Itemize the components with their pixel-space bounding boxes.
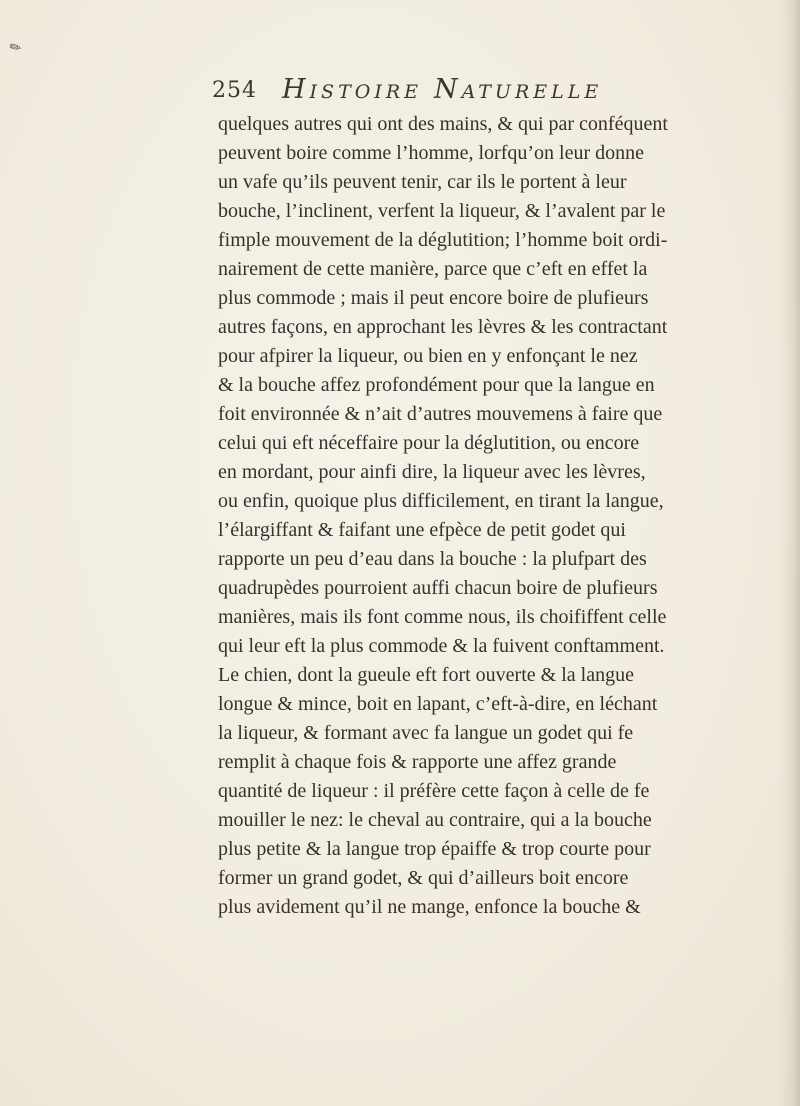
text-line: plus commode ; mais il peut encore boire de plufieurs — [218, 287, 649, 309]
corner-mark-icon: ✎ — [6, 38, 25, 58]
text-line: l’élargiffant & faifant une efpèce de petit godet qui — [218, 519, 626, 541]
page-edge-shadow — [778, 0, 800, 1106]
text-line: Le chien, dont la gueule eft fort ouverte & la langue — [218, 664, 634, 686]
running-title: HISTOIRE NATURELLE — [282, 74, 603, 105]
text-line: former un grand godet, & qui d’ailleurs boit encore — [218, 867, 629, 889]
text-line: celui qui eft néceffaire pour la déglutition, ou encore — [218, 432, 640, 454]
text-line: la liqueur, & formant avec fa langue un godet qui fe — [218, 722, 634, 744]
text-line: nairement de cette manière, parce que c’eft en effet la — [218, 258, 648, 280]
text-line: longue & mince, boit en lapant, c’eft-à-dire, en léchant — [218, 693, 658, 715]
text-line: fimple mouvement de la déglutition; l’homme boit ordi- — [218, 229, 668, 251]
page-number: 254 — [212, 78, 257, 103]
text-line: remplit à chaque fois & rapporte une affez grande — [218, 751, 617, 773]
text-line: foit environnée & n’ait d’autres mouvemens à faire que — [218, 403, 663, 425]
text-line: autres façons, en approchant les lèvres & les contractant — [218, 316, 668, 338]
text-line: quantité de liqueur : il préfère cette façon à celle de fe — [218, 780, 650, 802]
text-line: quelques autres qui ont des mains, & qui par conféquent — [218, 113, 668, 135]
running-head — [212, 74, 612, 108]
text-line: rapporte un peu d’eau dans la bouche : la plufpart des — [218, 548, 647, 570]
text-line: plus avidement qu’il ne mange, enfonce la bouche & — [218, 896, 641, 918]
text-line: quadrupèdes pourroient auffi chacun boire de plufieurs — [218, 577, 658, 599]
text-line: & la bouche affez profondément pour que la langue en — [218, 374, 655, 396]
text-line: pour afpirer la liqueur, ou bien en y enfonçant le nez — [218, 345, 638, 367]
text-line: un vafe qu’ils peuvent tenir, car ils le portent à leur — [218, 171, 627, 193]
text-line: en mordant, pour ainfi dire, la liqueur avec les lèvres, — [218, 461, 646, 483]
body-text — [218, 110, 668, 922]
text-line: manières, mais ils font comme nous, ils choififfent celle — [218, 606, 667, 628]
text-line: peuvent boire comme l’homme, lorfqu’on leur donne — [218, 142, 644, 164]
text-line: bouche, l’inclinent, verfent la liqueur, & l’avalent par le — [218, 200, 666, 222]
text-line: plus petite & la langue trop épaiffe & trop courte pour — [218, 838, 651, 860]
text-line: ou enfin, quoique plus difficilement, en tirant la langue, — [218, 490, 664, 512]
text-line: mouiller le nez: le cheval au contraire, qui a la bouche — [218, 809, 652, 831]
text-line: qui leur eft la plus commode & la fuivent conftamment. — [218, 635, 665, 657]
